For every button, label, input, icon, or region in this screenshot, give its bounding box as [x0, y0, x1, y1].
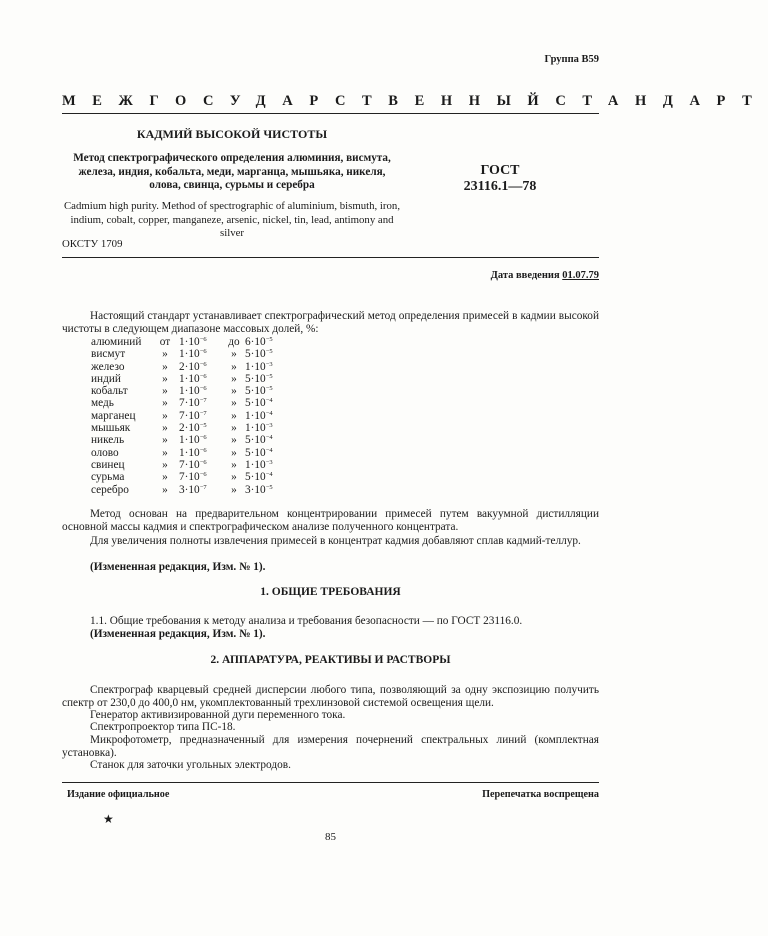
range-from-word: »: [162, 446, 168, 459]
range-from-word: »: [162, 348, 168, 361]
max-mantissa: 1·10: [245, 458, 266, 471]
official-edition-note: Издание официальное: [67, 789, 170, 800]
max-mantissa: 5·10: [245, 434, 266, 447]
equipment-microphotometer: Микрофотометр, предназначенный для измерения почернений спектральных линий (комплектная установка).: [62, 734, 599, 759]
section-1-title: 1. ОБЩИЕ ТРЕБОВАНИЯ: [260, 586, 401, 598]
range-min-value: [179, 397, 223, 409]
range-max-value: [245, 336, 285, 348]
range-min-value: [179, 385, 223, 397]
range-to-word: »: [231, 385, 237, 398]
star-icon: ★: [103, 812, 114, 826]
max-exponent: −3: [265, 458, 273, 466]
intro-paragraph: Настоящий стандарт устанавливает спектрографический метод определения примесей в кадмии высокой чистоты в следующем диапазоне массовых долей, %:: [62, 310, 599, 335]
intro-date-value: 01.07.79: [562, 270, 599, 281]
max-mantissa: 5·10: [245, 397, 266, 410]
range-max-value: [245, 397, 285, 409]
range-to-word: »: [231, 446, 237, 459]
impurity-row: [91, 447, 285, 459]
impurity-name: алюминий: [91, 336, 142, 348]
impurity-name: кобальт: [91, 385, 128, 398]
section-1-text: 1.1. Общие требования к методу анализа и требования безопасности — по ГОСТ 23116.0.: [90, 615, 523, 627]
range-min-value: [179, 459, 223, 471]
range-from-word: »: [162, 458, 168, 471]
min-mantissa: 2·10: [179, 422, 200, 435]
impurity-row: [91, 410, 285, 422]
impurity-name: мышьяк: [91, 422, 131, 435]
equipment-spectroprojector: Спектропроектор типа ПС-18.: [90, 721, 236, 733]
range-from-word: »: [162, 471, 168, 484]
range-min-value: [179, 434, 223, 446]
impurity-name: никель: [91, 434, 125, 447]
oksty-code: ОКСТУ 1709: [62, 238, 123, 250]
min-mantissa: 3·10: [179, 483, 200, 496]
range-max-value: [245, 422, 285, 434]
reprint-prohibited-note: Перепечатка воспрещена: [482, 789, 599, 800]
english-title: Cadmium high purity. Method of spectrographic of aluminium, bismuth, iron, indium, cobalt, copper, manganeze, arsenic, nickel, tin, lead, antimony and silver: [63, 200, 401, 240]
max-mantissa: 1·10: [245, 360, 266, 373]
impurity-row: [91, 397, 285, 409]
revision-note-2: (Измененная редакция, Изм. № 1).: [90, 628, 266, 640]
range-min-value: [179, 373, 223, 385]
range-from-word: »: [162, 434, 168, 447]
max-exponent: −4: [265, 434, 273, 442]
group-code: Группа В59: [544, 54, 599, 65]
impurity-row: [91, 484, 285, 496]
max-exponent: −4: [265, 471, 273, 479]
max-exponent: −5: [265, 483, 273, 491]
impurity-name: висмут: [91, 348, 126, 361]
impurity-name: марганец: [91, 409, 136, 422]
range-min-value: [179, 410, 223, 422]
impurity-name: сурьма: [91, 471, 125, 484]
range-max-value: [245, 348, 285, 360]
impurity-name: медь: [91, 397, 114, 410]
range-from-word: »: [162, 360, 168, 373]
max-exponent: −3: [265, 360, 273, 368]
max-mantissa: 5·10: [245, 385, 266, 398]
min-exponent: −6: [199, 336, 207, 343]
impurity-name: олово: [91, 446, 119, 459]
intro-date-label: Дата введения: [490, 270, 560, 281]
max-mantissa: 5·10: [245, 446, 266, 459]
range-min-value: [179, 336, 223, 348]
equipment-spectrograph: Спектрограф кварцевый средней дисперсии любого типа, позволяющий за одну экспозицию получить спектр от 230,0 до 400,0 нм, укомплектованный трехлинзовой системой освещения щели.: [62, 684, 599, 709]
impurity-row: [91, 373, 285, 385]
section-2-title: 2. АППАРАТУРА, РЕАКТИВЫ И РАСТВОРЫ: [210, 654, 451, 666]
min-exponent: −6: [199, 434, 207, 442]
impurity-row: [91, 434, 285, 446]
impurity-row: [91, 348, 285, 360]
standard-banner: [62, 93, 768, 110]
max-mantissa: 5·10: [245, 471, 266, 484]
impurity-name: железо: [91, 360, 125, 373]
max-exponent: −4: [265, 397, 273, 405]
min-exponent: −6: [199, 471, 207, 479]
min-mantissa: 7·10: [179, 397, 200, 410]
impurity-row: [91, 361, 285, 373]
range-to-word: »: [231, 360, 237, 373]
range-to-word: »: [231, 458, 237, 471]
max-mantissa: 3·10: [245, 483, 266, 496]
min-exponent: −7: [199, 483, 207, 491]
header-rule: [62, 257, 599, 258]
range-min-value: [179, 484, 223, 496]
method-paragraph: Метод основан на предварительном концентрировании примесей путем вакуумной дистилляции основной массы кадмия и спектрографическом анализе полученного концентрата.: [62, 508, 599, 533]
max-mantissa: 5·10: [245, 372, 266, 385]
min-exponent: −6: [199, 348, 207, 356]
range-to-word: »: [231, 483, 237, 496]
min-mantissa: 1·10: [179, 336, 200, 348]
min-exponent: −6: [199, 372, 207, 380]
max-exponent: −5: [265, 336, 273, 343]
min-exponent: −6: [199, 360, 207, 368]
range-max-value: [245, 410, 285, 422]
range-to-word: »: [231, 471, 237, 484]
equipment-generator: Генератор активизированной дуги переменного тока.: [90, 709, 346, 721]
range-from-word: от: [159, 336, 171, 348]
gost-designation: [430, 163, 570, 195]
range-max-value: [245, 459, 285, 471]
min-mantissa: 7·10: [179, 409, 200, 422]
range-from-word: »: [162, 397, 168, 410]
banner-word-standard: СТАНДАРТ: [555, 93, 768, 109]
introduction-date: [491, 270, 599, 281]
range-min-value: [179, 447, 223, 459]
impurity-name: индий: [91, 372, 121, 385]
min-mantissa: 1·10: [179, 446, 200, 459]
impurity-row: [91, 422, 285, 434]
range-max-value: [245, 385, 285, 397]
range-min-value: [179, 471, 223, 483]
gost-label: ГОСТ: [480, 163, 520, 178]
range-from-word: »: [162, 385, 168, 398]
max-exponent: −5: [265, 348, 273, 356]
range-min-value: [179, 422, 223, 434]
range-max-value: [245, 484, 285, 496]
range-to-word: »: [231, 434, 237, 447]
max-exponent: −3: [265, 422, 273, 430]
document-title: КАДМИЙ ВЫСОКОЙ ЧИСТОТЫ: [136, 127, 328, 141]
impurity-range-table: [91, 336, 285, 496]
min-exponent: −6: [199, 446, 207, 454]
min-mantissa: 1·10: [179, 372, 200, 385]
banner-word-interstate: МЕЖГОСУДАРСТВЕННЫЙ: [62, 93, 556, 109]
impurity-row: [91, 336, 285, 348]
min-exponent: −7: [199, 409, 207, 417]
max-exponent: −4: [265, 409, 273, 417]
min-exponent: −6: [199, 458, 207, 466]
range-min-value: [179, 348, 223, 360]
min-exponent: −7: [199, 397, 207, 405]
impurity-row: [91, 471, 285, 483]
range-to-word: »: [231, 348, 237, 361]
max-exponent: −5: [265, 372, 273, 380]
min-mantissa: 2·10: [179, 360, 200, 373]
range-from-word: »: [162, 483, 168, 496]
range-to-word: до: [228, 336, 240, 348]
min-mantissa: 1·10: [179, 385, 200, 398]
min-mantissa: 1·10: [179, 348, 200, 361]
range-to-word: »: [231, 397, 237, 410]
equipment-sharpener: Станок для заточки угольных электродов.: [90, 759, 291, 771]
footer-rule: [62, 782, 599, 783]
max-mantissa: 1·10: [245, 422, 266, 435]
range-from-word: »: [162, 372, 168, 385]
impurity-row: [91, 459, 285, 471]
max-mantissa: 5·10: [245, 348, 266, 361]
range-to-word: »: [231, 372, 237, 385]
range-max-value: [245, 434, 285, 446]
revision-note-1: (Измененная редакция, Изм. № 1).: [90, 561, 266, 573]
impurity-name: серебро: [91, 483, 129, 496]
min-exponent: −5: [199, 422, 207, 430]
banner-rule: [62, 113, 599, 114]
range-to-word: »: [231, 409, 237, 422]
range-from-word: »: [162, 409, 168, 422]
min-mantissa: 7·10: [179, 458, 200, 471]
range-max-value: [245, 361, 285, 373]
min-mantissa: 7·10: [179, 471, 200, 484]
range-max-value: [245, 373, 285, 385]
range-max-value: [245, 447, 285, 459]
max-mantissa: 6·10: [245, 336, 266, 348]
page-number: 85: [325, 831, 336, 843]
impurity-row: [91, 385, 285, 397]
max-exponent: −4: [265, 446, 273, 454]
range-from-word: »: [162, 422, 168, 435]
range-max-value: [245, 471, 285, 483]
min-mantissa: 1·10: [179, 434, 200, 447]
gost-number: 23116.1—78: [463, 179, 537, 194]
min-exponent: −6: [199, 385, 207, 393]
range-to-word: »: [231, 422, 237, 435]
tellurium-paragraph: Для увеличения полноты извлечения примесей в концентрат кадмия добавляют сплав кадмий-теллур.: [90, 535, 581, 547]
range-min-value: [179, 361, 223, 373]
document-subtitle: Метод спектрографического определения алюминия, висмута, железа, индия, кобальта, меди, марганца, мышьяка, никеля, олова, свинца, сурьмы и серебра: [73, 152, 391, 191]
max-exponent: −5: [265, 385, 273, 393]
max-mantissa: 1·10: [245, 409, 266, 422]
impurity-name: свинец: [91, 458, 125, 471]
